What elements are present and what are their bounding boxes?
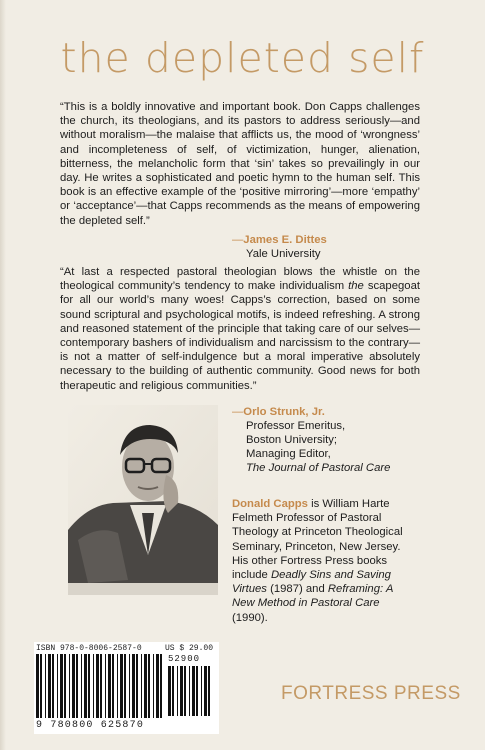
endorsement-attribution-strunk (232, 405, 390, 475)
endorsement-attribution-dittes (232, 233, 327, 261)
barcode-bar (76, 654, 78, 718)
barcode-bar (45, 654, 46, 718)
book-title-other: Reframing: A New Method in Pastoral Care (232, 583, 393, 610)
barcode-bar (64, 654, 66, 718)
endorser-affiliation: Yale University (246, 248, 321, 260)
addon-barcode-bars (168, 666, 214, 716)
addon-number: 52900 (168, 654, 201, 664)
barcode-bar (132, 654, 135, 718)
spine-edge (0, 0, 6, 750)
quote-emphasis: the (348, 280, 364, 293)
journal-name: The Journal of Pastoral Care (246, 462, 391, 474)
author-photo (68, 405, 218, 595)
barcode-bar (72, 654, 75, 718)
barcode-bar (153, 654, 154, 718)
barcode-bar (100, 654, 102, 718)
barcode-bar (184, 666, 186, 716)
barcode-bar (156, 654, 159, 718)
isbn-text: ISBN 978-0-8006-2587-0 (36, 644, 142, 653)
barcode-bar (124, 654, 126, 718)
barcode-bar (148, 654, 150, 718)
barcode-bar (69, 654, 70, 718)
endorsement-quote-strunk (60, 265, 420, 393)
barcode-bar (88, 654, 90, 718)
barcode-bar (40, 654, 42, 718)
barcode-bars (36, 654, 164, 718)
barcode-bar (96, 654, 99, 718)
barcode-bar (117, 654, 118, 718)
barcode-bar (201, 666, 202, 716)
endorser-title: Professor Emeritus, (246, 420, 346, 432)
publisher-name: FORTRESS PRESS (281, 683, 461, 704)
barcode-bar (168, 666, 171, 716)
barcode-bar (112, 654, 114, 718)
endorser-title: Managing Editor, (246, 448, 331, 460)
barcode-bar (204, 666, 207, 716)
barcode-bar (180, 666, 183, 716)
barcode-bar (160, 654, 162, 718)
barcode-bar (60, 654, 63, 718)
endorser-name: Orlo Strunk, Jr. (243, 406, 325, 418)
bio-text: is William Harte Felmeth Professor of Pastoral Theology at Princeton Theological Seminary, Princeton, New Jersey. His other Fortress Press books include (232, 498, 403, 582)
endorsement-quote-dittes: “This is a boldly innovative and important book. Don Capps challenges the church, its theologians, and its pastors to address seriously—and without moralism—the malaise that afflicts us, the mood of ‘wrongness’ and incompleteness of self, of victimization, hunger, alienation, bitterness, the melancholic form that ‘sin’ takes so prevailingly in our day. He writes a sophisticated and poetic hymn to the human self. This book is an effective example of the ‘positive mirroring’—more ‘empathy’ or ‘acceptance’—that Capps recommends as the means of empowering the depleted self.” (60, 101, 420, 227)
barcode-bar (48, 654, 51, 718)
barcode-bar (177, 666, 178, 716)
barcode-bar (108, 654, 111, 718)
barcode-bar (192, 666, 195, 716)
barcode-bar (141, 654, 142, 718)
quote-text: “At last a respected pastoral theologian blows the whistle on the theological community’s tendency to make individualism (60, 266, 420, 293)
barcode-bar (36, 654, 39, 718)
barcode-bar (93, 654, 94, 718)
barcode-bar (57, 654, 58, 718)
bio-text: (1987) and (266, 583, 328, 596)
barcode-bar (172, 666, 174, 716)
barcode-bar (120, 654, 123, 718)
author-name: Donald Capps (232, 498, 308, 510)
author-bio (232, 497, 418, 625)
barcode-bar (105, 654, 106, 718)
attribution-dash: — (232, 406, 244, 418)
bio-text: (1990). (232, 611, 268, 624)
attribution-dash: — (232, 234, 244, 246)
barcode-bar (144, 654, 147, 718)
barcode-bar (136, 654, 138, 718)
quote-text: scapegoat for all our world’s many woes! Capps’s correction, based on some sound scriptural and psychological motifs, is indeed refreshing. A strong and reasoned statement of the principle that taking care of our selves—contemporary bashers of individualism and narcissism to the contrary—is not a matter of self-indulgence but a moral imperative absolutely necessary to the building of authentic community. Good news for both therapeutic and religious communities.” (60, 280, 420, 392)
barcode-bar (189, 666, 190, 716)
barcode-bar (129, 654, 130, 718)
barcode-bar (208, 666, 210, 716)
book-title: the depleted self (60, 34, 425, 82)
barcode-bar (84, 654, 87, 718)
book-title-other: Deadly Sins and Saving Virtues (232, 569, 391, 596)
price-text: US $ 29.00 (165, 644, 214, 653)
endorser-name: James E. Dittes (243, 234, 327, 246)
endorser-affiliation: Boston University; (246, 434, 338, 446)
barcode-bar (81, 654, 82, 718)
barcode-label (34, 642, 219, 734)
barcode-bar (196, 666, 198, 716)
barcode-bar (52, 654, 54, 718)
ean-number: 9 780800 625870 (36, 720, 145, 731)
